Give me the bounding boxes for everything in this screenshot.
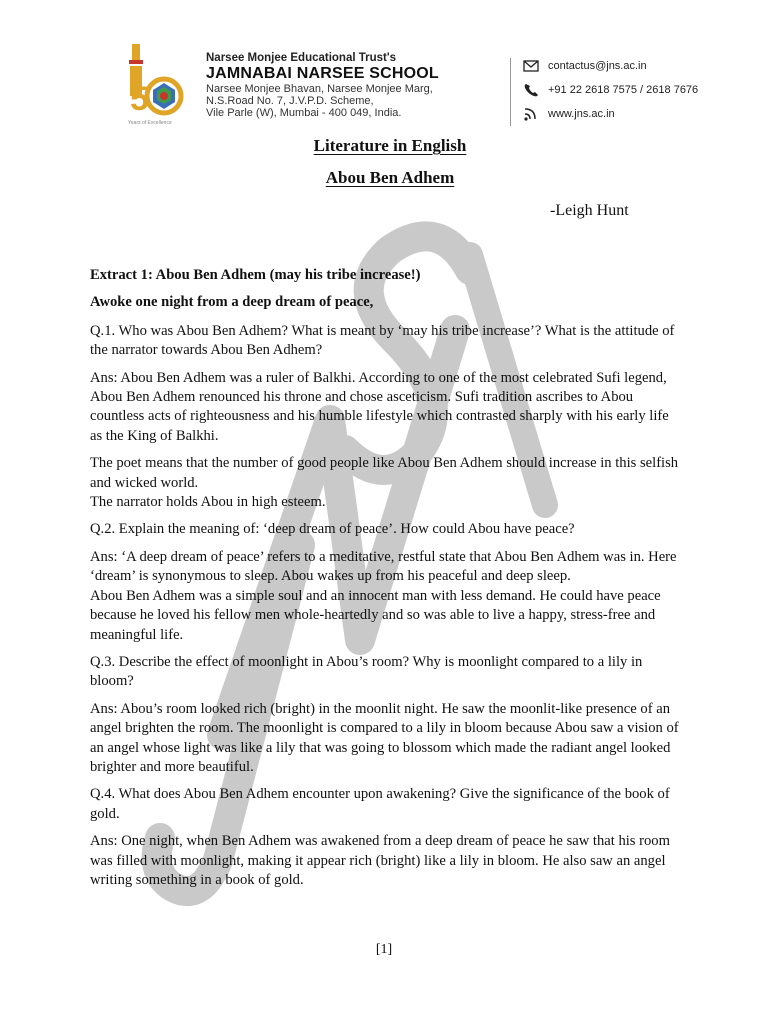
address-line: Narsee Monjee Bhavan, Narsee Monjee Marg, bbox=[206, 82, 433, 95]
address-line: N.S.Road No. 7, J.V.P.D. Scheme, bbox=[206, 95, 374, 108]
phone-text[interactable]: +91 22 2618 7575 / 2618 7676 bbox=[548, 84, 699, 96]
question: Q.3. Describe the effect of moonlight in Abou’s room? Why is moonlight compared to a lily in bloom? bbox=[90, 653, 643, 690]
contact-phone[interactable] bbox=[522, 82, 698, 98]
answer: Ans: One night, when Ben Adhem was awakened from a deep dream of peace he saw that his room was filled with moonlight, making it appear rich (bright) like a lily in bloom. He also saw an angel writing something in a book of gold. bbox=[90, 833, 670, 888]
extract-line: Awoke one night from a deep dream of peace, bbox=[90, 294, 374, 311]
address-line: Vile Parle (W), Mumbai - 400 049, India. bbox=[206, 107, 402, 120]
answer: The narrator holds Abou in high esteem. bbox=[90, 494, 326, 511]
document-body bbox=[90, 266, 680, 898]
subject-title: Literature in English bbox=[313, 136, 467, 155]
extract-line: Extract 1: Abou Ben Adhem (may his tribe increase!) bbox=[90, 267, 421, 283]
question: Q.4. What does Abou Ben Adhem encounter upon awakening? Give the significance of the book of gold. bbox=[90, 786, 670, 822]
rss-icon bbox=[522, 106, 540, 122]
svg-text:5: 5 bbox=[130, 80, 149, 118]
letterhead bbox=[0, 0, 768, 140]
question: Q.1. Who was Abou Ben Adhem? What is meant by ‘may his tribe increase’? What is the attitude of the narrator towards Abou Ben Adhem? bbox=[90, 322, 675, 359]
answer: Ans: Abou’s room looked rich (bright) in the moonlit night. He saw the moonlit-like presence of an angel brighten the room. The moonlight is compared to a lily in bloom because Abou saw a vision of an angel whose light was like a lily that was going to blossom which made the radiant angel looked brighter and more beautiful. bbox=[90, 700, 679, 775]
poem-title: Abou Ben Adhem bbox=[325, 168, 455, 187]
school-name: JAMNABAI NARSEE SCHOOL bbox=[206, 64, 439, 82]
school-logo-icon bbox=[112, 38, 200, 130]
author-name: -Leigh Hunt bbox=[550, 202, 629, 219]
answer: Abou Ben Adhem was a simple soul and an innocent man with less demand. He could have peace because he loved his fellow men whole-heartedly and so was able to live a happy, stress-free and meaningful life. bbox=[90, 587, 661, 643]
phone-icon bbox=[522, 82, 540, 98]
answer: Ans: ‘A deep dream of peace’ refers to a meditative, restful state that Abou Ben Adhem was in. Here ‘dream’ is synonymous to sleep. Abou wakes up from his peaceful and deep sleep. bbox=[90, 548, 677, 585]
mail-icon bbox=[522, 58, 540, 74]
contact-email[interactable] bbox=[522, 58, 647, 74]
website-text[interactable]: www.jns.ac.in bbox=[548, 108, 615, 120]
email-text[interactable]: contactus@jns.ac.in bbox=[548, 60, 647, 72]
header-divider bbox=[510, 58, 511, 126]
svg-text:Years of Excellence: Years of Excellence bbox=[128, 120, 172, 126]
contact-website[interactable] bbox=[522, 106, 615, 122]
answer: The poet means that the number of good people like Abou Ben Adhem should increase in this selfish and wicked world. bbox=[90, 455, 679, 491]
answer: Ans: Abou Ben Adhem was a ruler of Balkhi. According to one of the most celebrated Sufi legend, Abou Ben Adhem renounced his throne and chose asceticism. Sufi tradition ascribes to Abou countless acts of righteousness and his humble lifestyle which contrasted sharply with his early life as the King of Balkhi. bbox=[90, 369, 669, 444]
school-info bbox=[206, 52, 439, 120]
question: Q.2. Explain the meaning of: ‘deep dream of peace’. How could Abou have peace? bbox=[90, 521, 575, 538]
page-number: [1] bbox=[375, 942, 393, 957]
trust-name: Narsee Monjee Educational Trust's bbox=[206, 52, 396, 64]
